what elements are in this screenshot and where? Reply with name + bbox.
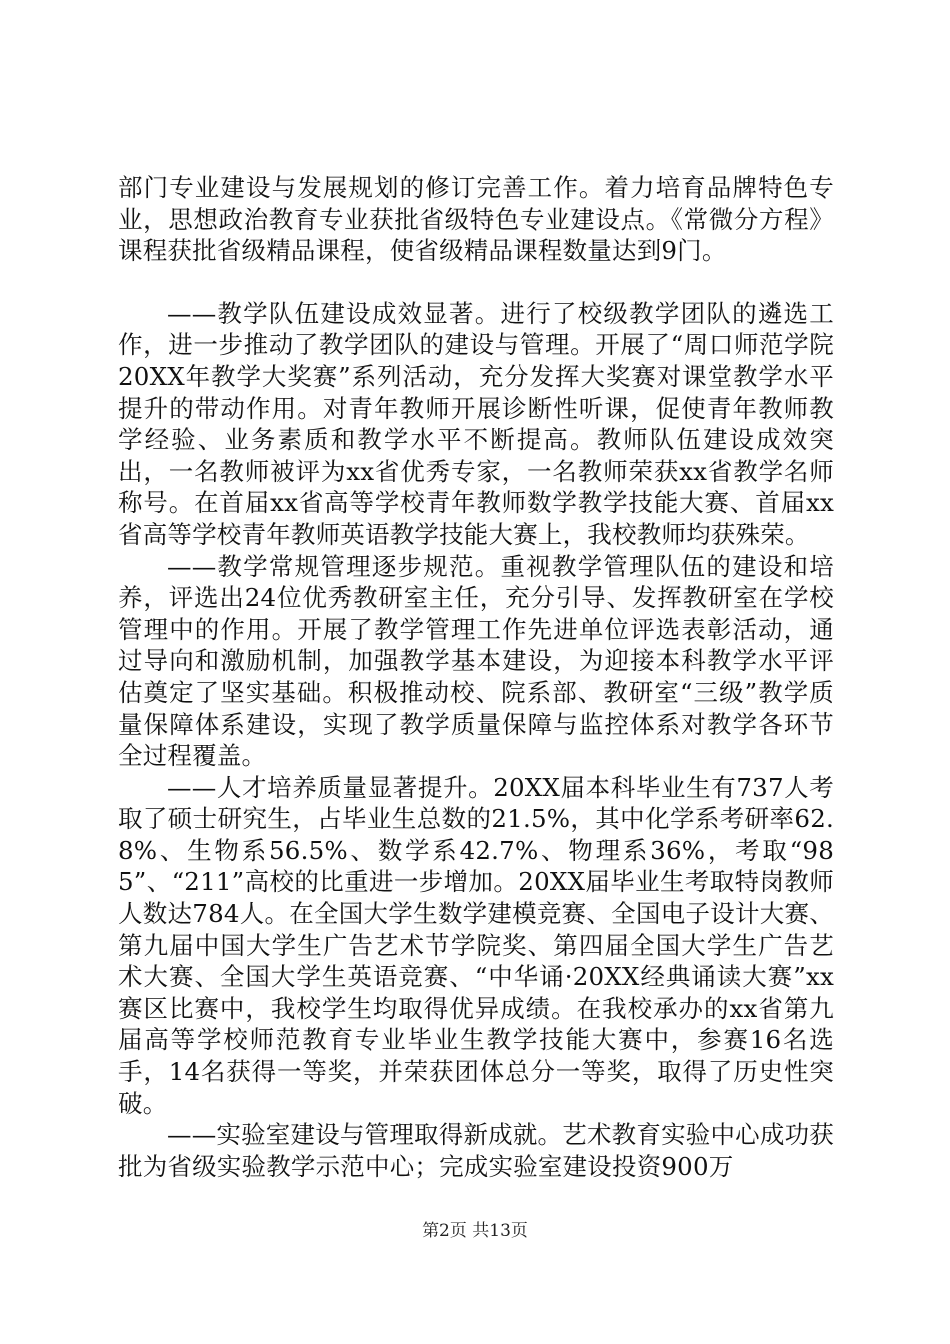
- paragraph-continuation: 部门专业建设与发展规划的修订完善工作。着力培育品牌特色专业，思想政治教育专业获批省级特色专业建设点。《常微分方程》课程获批省级精品课程，使省级精品课程数量达到9门。: [118, 173, 834, 266]
- paragraph-teaching-team: ——教学队伍建设成效显著。进行了校级教学团队的遴选工作，进一步推动了教学团队的建设与管理。开展了“周口师范学院20XX年教学大奖赛”系列活动，充分发挥大奖赛对课堂教学水平提升的带动作用。对青年教师开展诊断性听课，促使青年教师教学经验、业务素质和教学水平不断提高。教师队伍建设成效突出，一名教师被评为xx省优秀专家，一名教师荣获xx省教学名师称号。在首届xx省高等学校青年教师数学教学技能大赛、首届xx省高等学校青年教师英语教学技能大赛上，我校教师均获殊荣。: [118, 298, 834, 549]
- paragraph-laboratory: ——实验室建设与管理取得新成就。艺术教育实验中心成功获批为省级实验教学示范中心；完成实验室建设投资900万: [118, 1120, 834, 1181]
- paragraph-talent-training: ——人才培养质量显著提升。20XX届本科毕业生有737人考取了硕士研究生，占毕业生总数的21.5%，其中化学系考研率62.8%、生物系56.5%、数学系42.7%、物理系36%，考取“985”、“211”高校的比重进一步增加。20XX届毕业生考取特岗教师人数达784人。在全国大学生数学建模竞赛、全国电子设计大赛、第九届中国大学生广告艺术节学院奖、第四届全国大学生广告艺术大赛、全国大学生英语竞赛、“中华诵·20XX经典诵读大赛”xx赛区比赛中，我校学生均取得优异成绩。在我校承办的xx省第九届高等学校师范教育专业毕业生教学技能大赛中，参赛16名选手，14名获得一等奖，并荣获团体总分一等奖，取得了历史性突破。: [118, 772, 834, 1118]
- document-body: [118, 172, 834, 1182]
- page-footer: 第2页 共13页: [422, 1221, 528, 1241]
- paragraph-teaching-management: ——教学常规管理逐步规范。重视教学管理队伍的建设和培养，评选出24位优秀教研室主任，充分引导、发挥教研室在学校管理中的作用。开展了教学管理工作先进单位评选表彰活动，通过导向和激励机制，加强教学基本建设，为迎接本科教学水平评估奠定了坚实基础。积极推动校、院系部、教研室“三级”教学质量保障体系建设，实现了教学质量保障与监控体系对教学各环节全过程覆盖。: [118, 551, 834, 771]
